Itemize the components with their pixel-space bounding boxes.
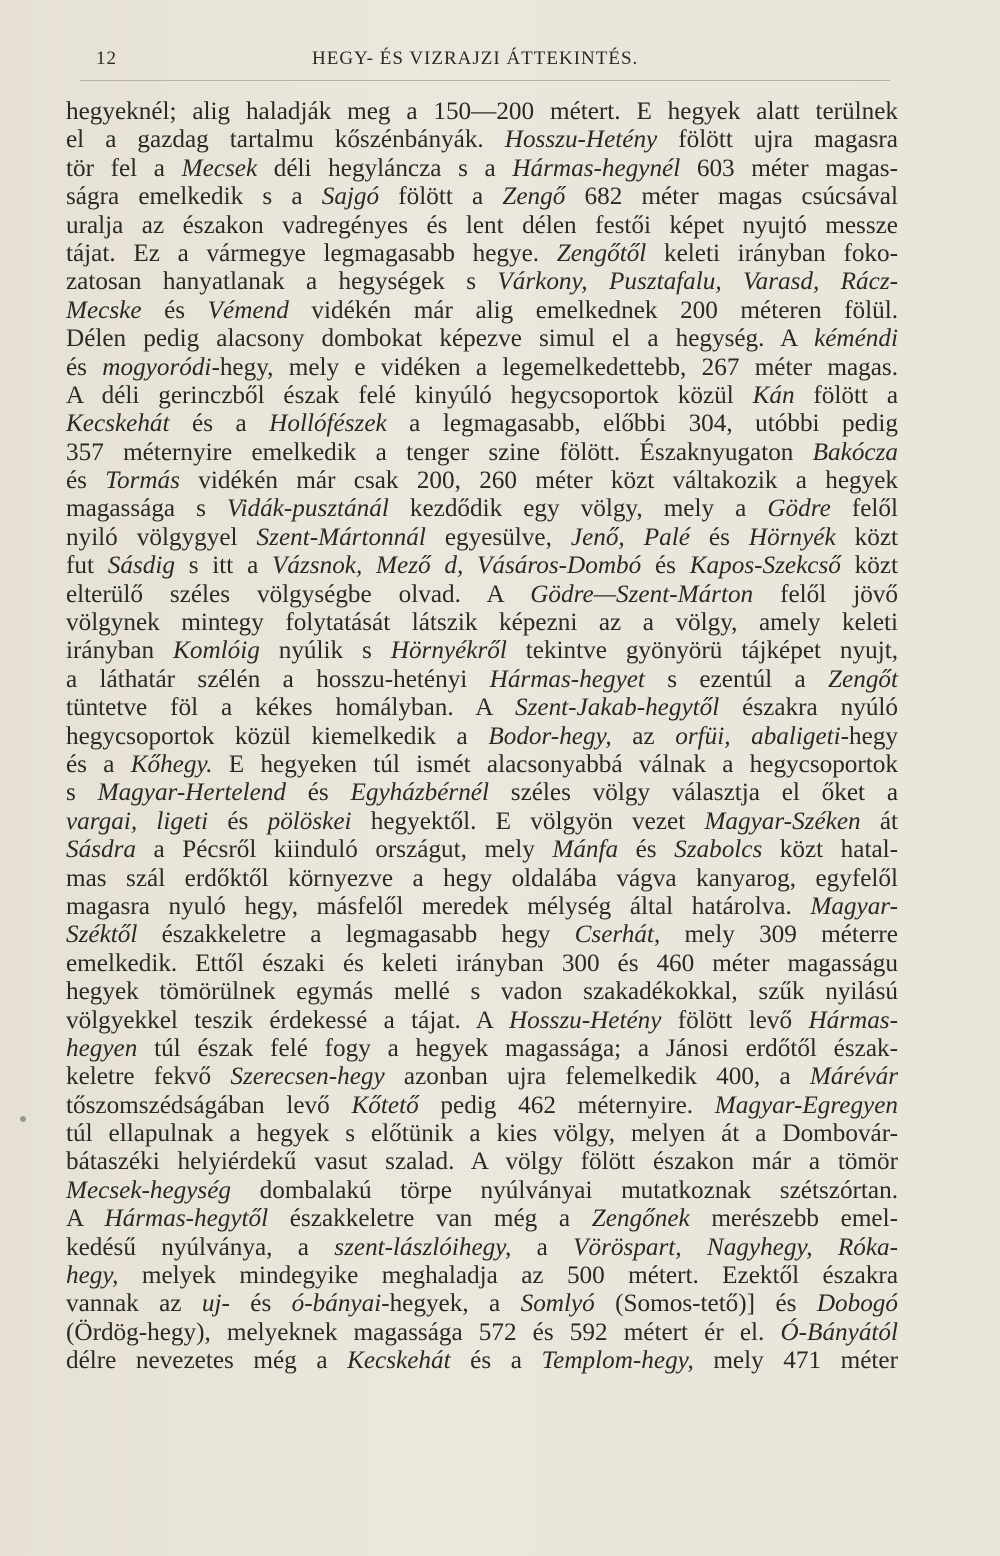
- text-run: (Somos-tető)] és: [594, 1290, 817, 1318]
- text-run: E hegyeken túl ismét alacsonyabbá válnak a hegycsoportok: [212, 750, 898, 778]
- italic-place-name: Vázsnok, Mező d, Vásáros-Dombó: [272, 552, 642, 580]
- text-line: [66, 325, 898, 353]
- page-number: 12: [96, 48, 117, 69]
- italic-place-name: Somlyó: [520, 1290, 595, 1318]
- italic-place-name: Hörnyékről: [390, 637, 507, 665]
- text-line: [66, 723, 898, 751]
- text-line: [66, 1319, 898, 1347]
- text-line: [66, 495, 898, 523]
- body-text: [66, 98, 898, 1376]
- text-run: mely 471 méter: [693, 1347, 898, 1375]
- text-run: völgynek mintegy folytatását látszik képezni az a völgy, amely keleti: [66, 609, 898, 637]
- text-run: tekintve gyönyörü tájképet nyujt,: [506, 637, 898, 665]
- text-line: [66, 836, 898, 864]
- text-line: [66, 1063, 898, 1091]
- text-run: fölött a: [794, 381, 899, 409]
- text-run: és: [285, 779, 351, 807]
- text-line: [66, 524, 898, 552]
- text-line: [66, 1120, 898, 1148]
- italic-place-name: Sásdra: [66, 836, 136, 864]
- text-run: hegyeknél; alig haladják meg a 150—200 métert. E hegyek alatt terülnek: [66, 98, 898, 125]
- italic-place-name: Zengő: [502, 183, 566, 211]
- text-run: északkeletre a legmagasabb hegy: [137, 921, 575, 949]
- text-run: -hegyek, a: [381, 1290, 521, 1318]
- text-run: A: [66, 1205, 105, 1233]
- italic-place-name: Mánfa: [552, 836, 619, 864]
- italic-place-name: Egyházbérnél: [350, 779, 489, 807]
- text-line: [66, 98, 898, 126]
- text-line: [66, 637, 898, 665]
- text-run: azonban ujra felemelkedik 400, a: [384, 1063, 810, 1091]
- text-line: [66, 382, 898, 410]
- text-run: a Pécsről kiinduló országut, mely: [135, 836, 553, 864]
- text-run: vidékén már csak 200, 260 méter közt váltakozik a hegyek: [179, 467, 898, 495]
- text-run: egyesülve,: [425, 523, 571, 551]
- text-run: -hegy: [840, 722, 899, 750]
- ink-spot: [20, 1116, 26, 1122]
- text-run: ságra emelkedik s a: [66, 183, 322, 211]
- text-line: [66, 552, 898, 580]
- text-line: [66, 779, 898, 807]
- italic-place-name: Cserhát,: [574, 921, 661, 949]
- italic-place-name: Mecske: [66, 296, 142, 324]
- italic-place-name: Jenő, Palé: [570, 523, 690, 551]
- italic-place-name: Kapos-Szekcső: [689, 552, 841, 580]
- italic-place-name: Vémend: [207, 296, 289, 324]
- italic-place-name: Sajgó: [321, 183, 380, 211]
- text-run: emelkedik. Ettől északi és keleti irányban 300 és 460 méter magasságu: [66, 949, 898, 977]
- text-run: tör fel a: [66, 154, 182, 182]
- text-line: [66, 1234, 898, 1262]
- text-run: el a gazdag tartalmu kőszénbányák.: [66, 126, 505, 154]
- text-run: északra nyúló: [719, 694, 899, 722]
- text-run: hegycsoportok közül kiemelkedik a: [66, 722, 489, 750]
- text-line: [66, 1035, 898, 1063]
- text-run: Délen pedig alacsony dombokat képezve simul el a hegység. A: [66, 325, 815, 353]
- text-run: tőszomszédságában levő: [66, 1091, 352, 1119]
- text-line: [66, 439, 898, 467]
- text-run: magassága s: [66, 495, 227, 523]
- italic-place-name: Szabolcs: [674, 836, 763, 864]
- text-run: és: [66, 353, 103, 381]
- text-run: széles völgy választja el őket a: [488, 779, 899, 807]
- italic-place-name: Kecskehát: [347, 1347, 451, 1375]
- text-run: vannak az: [66, 1290, 202, 1318]
- text-run: -hegy, mely e vidéken a legemelkedettebb, 267 méter magas.: [211, 353, 899, 381]
- text-run: az: [611, 722, 676, 750]
- italic-place-name: Ó-Bányától: [780, 1318, 898, 1346]
- text-line: [66, 893, 898, 921]
- text-run: és a: [66, 750, 131, 778]
- italic-place-name: Vidák-pusztánál: [226, 495, 389, 523]
- text-run: kezdődik egy völgy, mely a: [388, 495, 768, 523]
- text-run: déli hegyláncza s a: [257, 154, 513, 182]
- italic-place-name: Hosszu-Hetény: [504, 126, 658, 154]
- text-line: [66, 865, 898, 893]
- text-line: [66, 609, 898, 637]
- text-run: fölött levő: [661, 1006, 809, 1034]
- text-run: uralja az északon vadregényes és lent délen festői képet nyujtó messze: [66, 211, 898, 239]
- italic-place-name: hegyen: [66, 1034, 138, 1062]
- italic-place-name: Várkony, Pusztafalu, Varasd, Rácz-: [497, 268, 899, 296]
- text-run: 357 méternyire emelkedik a tenger szine fölött. Északnyugaton: [66, 438, 813, 466]
- italic-place-name: Hármas-hegyet: [489, 665, 645, 693]
- text-run: a legmagasabb, előbbi 304, utóbbi pedig: [386, 410, 898, 438]
- text-run: a láthatár szélén a hosszu-hetényi: [66, 665, 490, 693]
- page-header: [80, 44, 890, 81]
- italic-place-name: Bakócza: [812, 438, 898, 466]
- text-run: keletre fekvő: [66, 1063, 231, 1091]
- text-run: bátaszéki helyiérdekű vasut szalad. A völgy fölött északon már a tömör: [66, 1148, 898, 1176]
- text-line: [66, 666, 898, 694]
- italic-place-name: orfüi, abaligeti: [675, 722, 841, 750]
- italic-place-name: Szerecsen-hegy: [230, 1063, 385, 1091]
- italic-place-name: Zengőtől: [556, 239, 647, 267]
- text-line: [66, 1148, 898, 1176]
- text-run: közt: [840, 552, 898, 580]
- italic-place-name: Széktől: [66, 921, 138, 949]
- italic-place-name: uj-: [201, 1290, 230, 1318]
- text-run: A déli gerinczből észak felé kinyúló hegycsoportok közül: [66, 381, 753, 409]
- italic-place-name: Templom-hegy,: [541, 1347, 694, 1375]
- text-run: és: [689, 523, 749, 551]
- text-line: [66, 1347, 898, 1375]
- italic-place-name: Magyar-: [810, 892, 898, 920]
- italic-place-name: Magyar-Hertelend: [97, 779, 286, 807]
- text-run: át: [860, 807, 899, 835]
- italic-place-name: Dobogó: [816, 1290, 898, 1318]
- text-line: [66, 1092, 898, 1120]
- text-run: fölött a: [379, 183, 503, 211]
- text-line: [66, 297, 898, 325]
- text-run: fut: [66, 552, 108, 580]
- italic-place-name: Sásdig: [107, 552, 175, 580]
- text-run: fölött ujra magasra: [657, 126, 898, 154]
- text-run: elterülő széles völgységbe olvad. A: [66, 580, 531, 608]
- text-line: [66, 155, 898, 183]
- text-line: [66, 467, 898, 495]
- running-title: HEGY- ÉS VIZRAJZI ÁTTEKINTÉS.: [312, 48, 639, 69]
- text-line: [66, 978, 898, 1006]
- italic-place-name: Tormás: [105, 467, 180, 495]
- text-run: és: [229, 1290, 292, 1318]
- text-run: hegyektől. E völgyön vezet: [351, 807, 705, 835]
- italic-place-name: Gödre—Szent-Márton: [530, 580, 754, 608]
- text-run: zatosan hanyatlanak a hegységek s: [66, 268, 498, 296]
- italic-place-name: Szent-Mártonnál: [256, 523, 426, 551]
- text-line: [66, 751, 898, 779]
- text-run: és: [66, 467, 106, 495]
- text-line: [66, 1290, 898, 1318]
- text-run: túl észak felé fogy a hegyek magassága; a Jánosi erdőtől észak-: [137, 1034, 898, 1062]
- text-run: keleti irányban foko-: [646, 239, 898, 267]
- italic-place-name: Hollófészek: [269, 410, 387, 438]
- text-run: magasra nyuló hegy, másfelől meredek mélység által határolva.: [66, 892, 811, 920]
- text-run: dombalakú törpe nyúlványai mutatkoznak szétszórtan.: [231, 1176, 898, 1204]
- italic-place-name: Magyar-Egregyen: [714, 1091, 898, 1119]
- italic-place-name: Szent-Jakab-hegytől: [515, 694, 720, 722]
- text-run: nyiló völgygyel: [66, 523, 257, 551]
- text-run: vidékén már alig emelkednek 200 méteren fölül.: [288, 296, 898, 324]
- italic-place-name: vargai, ligeti: [66, 807, 209, 835]
- text-run: közt: [835, 523, 899, 551]
- text-line: [66, 950, 898, 978]
- italic-place-name: Kecskehát: [66, 410, 170, 438]
- text-line: [66, 581, 898, 609]
- text-line: [66, 268, 898, 296]
- text-line: [66, 126, 898, 154]
- text-run: hegyek tömörülnek egymás mellé s vadon szakadékokkal, szűk nyilású: [66, 978, 898, 1006]
- text-line: [66, 808, 898, 836]
- text-line: [66, 354, 898, 382]
- italic-place-name: mogyoródi: [102, 353, 212, 381]
- text-run: délre nevezetes még a: [66, 1347, 348, 1375]
- text-line: [66, 921, 898, 949]
- text-line: [66, 240, 898, 268]
- italic-place-name: kéméndi: [814, 325, 898, 353]
- text-run: nyúlik s: [259, 637, 391, 665]
- text-line: [66, 1205, 898, 1233]
- text-run: és: [618, 836, 675, 864]
- text-run: mely 309 méterre: [660, 921, 898, 949]
- italic-place-name: Hosszu-Hetény: [508, 1006, 662, 1034]
- text-run: völgyekkel teszik érdekessé a tájat. A: [66, 1006, 509, 1034]
- text-run: 682 méter magas csúcsával: [565, 183, 898, 211]
- text-run: és: [641, 552, 690, 580]
- italic-place-name: pölöskei: [267, 807, 352, 835]
- italic-place-name: Zengőnek: [591, 1205, 690, 1233]
- text-run: merészebb emel-: [689, 1205, 898, 1233]
- text-run: irányban: [66, 637, 174, 665]
- text-line: [66, 183, 898, 211]
- text-run: és a: [169, 410, 270, 438]
- text-line: [66, 410, 898, 438]
- text-run: s itt a: [174, 552, 273, 580]
- text-run: s: [66, 779, 98, 807]
- text-run: felől jövő: [753, 580, 898, 608]
- italic-place-name: Mecsek-hegység: [66, 1176, 232, 1204]
- italic-place-name: Hörnyék: [748, 523, 836, 551]
- text-run: közt hatal-: [762, 836, 899, 864]
- text-run: s ezentúl a: [644, 665, 829, 693]
- text-run: és a: [450, 1347, 542, 1375]
- text-run: mas szál erdőktől környezve a hegy oldalába vágva kanyarog, egyfelől: [66, 864, 898, 892]
- italic-place-name: Kán: [752, 381, 795, 409]
- text-run: 603 méter magas-: [680, 154, 898, 182]
- text-run: felől: [830, 495, 898, 523]
- text-run: északkeletre van még a: [268, 1205, 592, 1233]
- italic-place-name: hegy,: [66, 1262, 119, 1290]
- text-line: [66, 1262, 898, 1290]
- italic-place-name: Mecsek: [181, 154, 258, 182]
- text-run: a: [511, 1233, 574, 1261]
- text-run: tájat. Ez a vármegye legmagasabb hegye.: [66, 239, 557, 267]
- italic-place-name: Bodor-hegy,: [488, 722, 612, 750]
- text-run: tüntetve föl a kékes homályban. A: [66, 694, 515, 722]
- italic-place-name: Hármas-hegynél: [512, 154, 681, 182]
- italic-place-name: Zengőt: [828, 665, 898, 693]
- italic-place-name: Vöröspart, Nagyhegy, Róka-: [573, 1233, 898, 1261]
- italic-place-name: Gödre: [767, 495, 831, 523]
- text-line: [66, 694, 898, 722]
- text-run: kedésű nyúlványa, a: [66, 1233, 335, 1261]
- italic-place-name: ó-bányai: [291, 1290, 382, 1318]
- italic-place-name: Kőtető: [351, 1091, 419, 1119]
- text-line: [66, 212, 898, 240]
- text-run: pedig 462 méternyire.: [418, 1091, 715, 1119]
- italic-place-name: Komlóig: [173, 637, 260, 665]
- italic-place-name: Hármas-hegytől: [104, 1205, 269, 1233]
- text-run: (Ördög-hegy), melyeknek magassága 572 és 592 métert ér el.: [66, 1318, 781, 1346]
- italic-place-name: szent-lászlóihegy,: [334, 1233, 512, 1261]
- text-run: melyek mindegyike meghaladja az 500 métert. Ezektől északra: [118, 1262, 898, 1290]
- text-run: és: [141, 296, 208, 324]
- italic-place-name: Hármas-: [808, 1006, 898, 1034]
- italic-place-name: Magyar-Széken: [704, 807, 861, 835]
- text-run: és: [208, 807, 268, 835]
- text-run: túl ellapulnak a hegyek s előtünik a kies völgy, melyen át a Dombovár-: [66, 1120, 898, 1148]
- text-line: [66, 1177, 898, 1205]
- italic-place-name: Kőhegy.: [130, 750, 213, 778]
- text-line: [66, 1007, 898, 1035]
- italic-place-name: Márévár: [809, 1063, 898, 1091]
